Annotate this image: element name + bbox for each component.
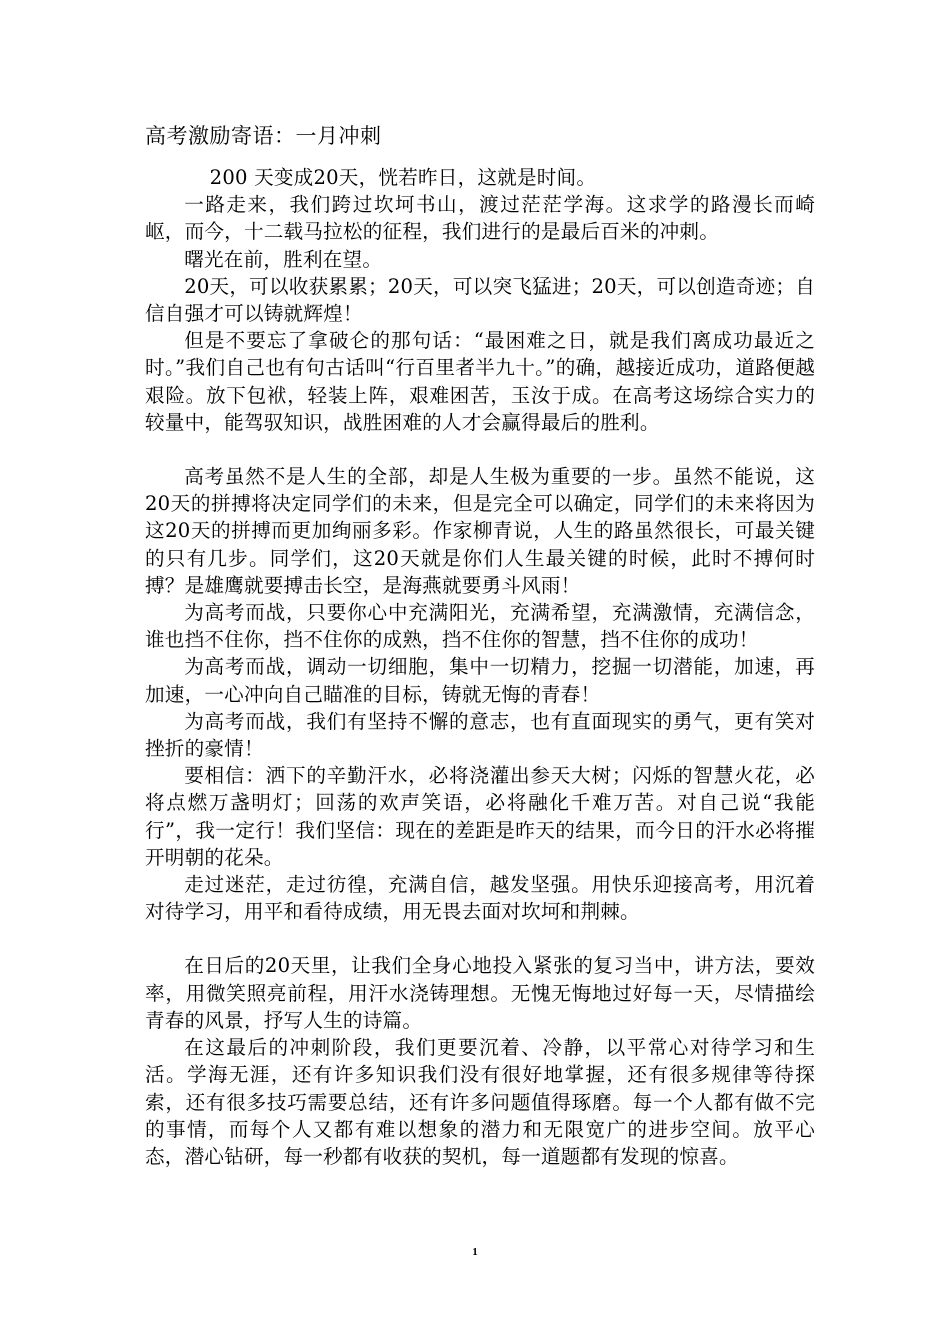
paragraph-gap xyxy=(145,925,815,952)
paragraph-3: 曙光在前，胜利在望。 xyxy=(184,247,383,271)
paragraph-12: 在日后的20天里，让我们全身心地投入紧张的复习当中，讲方法，要效率，用微笑照亮前程，用汗水浇铸理想。无愧无悔地过好每一天，尽情描绘青春的风景，抒写人生的诗篇。 xyxy=(145,954,815,1032)
paragraph-1: 200 天变成20天，恍若昨日，这就是时间。 xyxy=(209,166,597,189)
paragraph-5: 但是不要忘了拿破仑的那句话：“最困难之日，就是我们离成功最近之时。”我们自己也有句古话叫“行百里者半九十。”的确，越接近成功，道路便越艰险。放下包袱，轻装上阵，艰难困苦，玉汝于成。在高考这场综合实力的较量中，能驾驭知识，战胜困难的人才会赢得最后的胜利。 xyxy=(145,329,815,434)
document-page xyxy=(145,118,815,1170)
paragraph-7: 为高考而战，只要你心中充满阳光，充满希望，充满激情，充满信念，谁也挡不住你，挡不住你的成熟，挡不住你的智慧，挡不住你的成功！ xyxy=(145,601,815,652)
paragraph-10: 要相信：洒下的辛勤汗水，必将浇灌出参天大树；闪烁的智慧火花，必将点燃万盏明灯；回荡的欢声笑语，必将融化千难万苦。对自己说“我能行”，我一定行！我们坚信：现在的差距是昨天的结果，而今日的汗水必将摧开明朝的花朵。 xyxy=(145,764,815,869)
paragraph-gap xyxy=(145,436,815,463)
paragraph-6: 高考虽然不是人生的全部，却是人生极为重要的一步。虽然不能说，这20天的拼搏将决定同学们的未来，但是完全可以确定，同学们的未来将因为这20天的拼搏而更加绚丽多彩。作家柳青说，人生的路虽然很长，可最关键的只有几步。同学们，这20天就是你们人生最关键的时候，此时不搏何时搏？是雄鹰就要搏击长空，是海燕就要勇斗风雨！ xyxy=(145,465,815,597)
paragraph-13: 在这最后的冲刺阶段，我们更要沉着、冷静，以平常心对待学习和生活。学海无涯，还有许多知识我们没有很好地掌握，还有很多规律等待探索，还有很多技巧需要总结，还有许多问题值得琢磨。每一个人都有做不完的事情，而每个人又都有难以想象的潜力和无限宽广的进步空间。放平心态，潜心钻研，每一秒都有收获的契机，每一道题都有发现的惊喜。 xyxy=(145,1036,815,1168)
paragraph-2: 一路走来，我们跨过坎坷书山，渡过茫茫学海。这求学的路漫长而崎岖，而今，十二载马拉松的征程，我们进行的是最后百米的冲刺。 xyxy=(145,193,815,244)
paragraph-9: 为高考而战，我们有坚持不懈的意志，也有直面现实的勇气，更有笑对挫折的豪情！ xyxy=(145,709,815,761)
paragraph-8: 为高考而战，调动一切细胞，集中一切精力，挖掘一切潜能，加速，再加速，一心冲向自己瞄准的目标，铸就无悔的青春！ xyxy=(145,655,815,706)
page-number: 1 xyxy=(472,1246,478,1258)
paragraph-11: 走过迷茫，走过彷徨，充满自信，越发坚强。用快乐迎接高考，用沉着对待学习，用平和看待成绩，用无畏去面对坎坷和荆棘。 xyxy=(145,873,815,924)
paragraph-4: 20天，可以收获累累；20天，可以突飞猛进；20天，可以创造奇迹；自信自强才可以铸就辉煌！ xyxy=(145,274,815,326)
document-title: 高考激励寄语：一月冲刺 xyxy=(145,124,382,148)
